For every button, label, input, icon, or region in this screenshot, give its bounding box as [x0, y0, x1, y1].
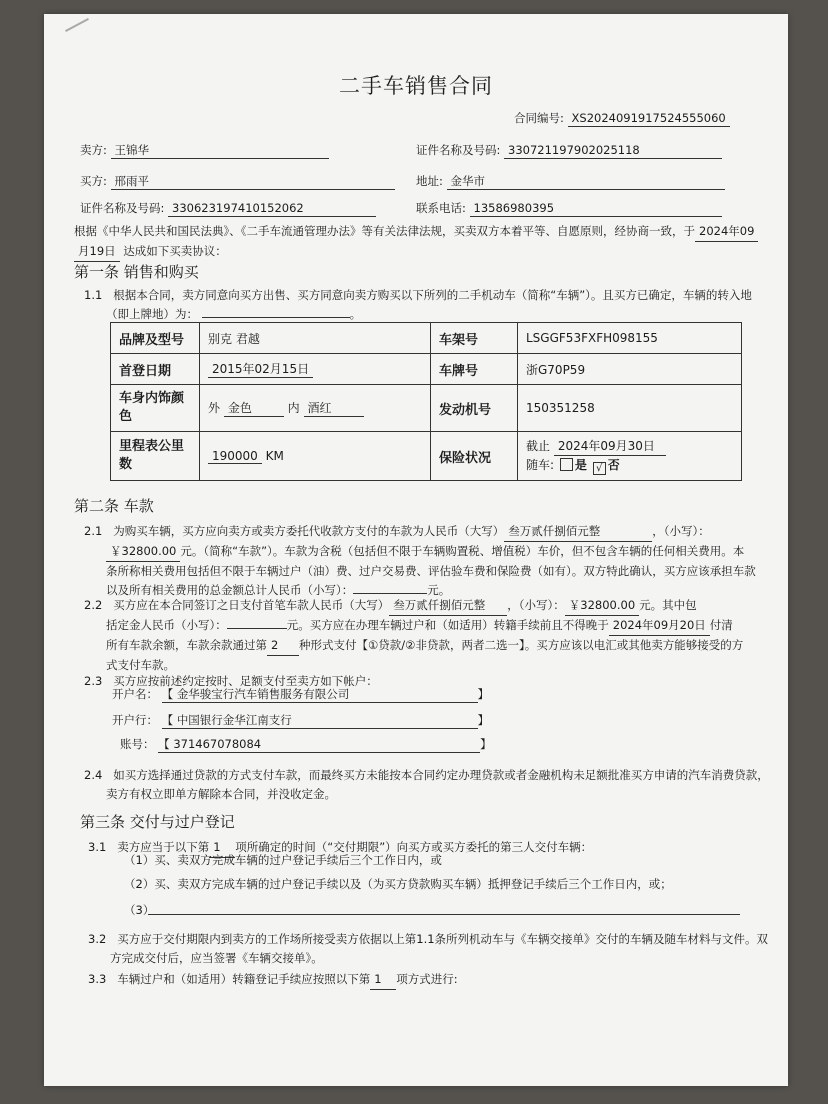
ins-yes-label: 是 [574, 458, 587, 472]
clause-3-2-num: 3.2 [88, 932, 107, 946]
deposit-blank [227, 616, 287, 629]
mileage-value: 190000 [208, 449, 262, 464]
color-cell [200, 385, 431, 432]
preamble-text: 根据《中华人民共和国民法典》、《二手车流通管理办法》等有关法律法规，买卖双方本着平等、自愿原则，经协商一致，于 [74, 224, 695, 238]
clause-3-3-b: 项方式进行: [396, 972, 458, 986]
ins-no-label: 否 [607, 458, 620, 472]
clause-2-2-l1a: 买方应在本合同签订之日支付首笔车款人民币（大写） [113, 598, 390, 612]
table-row [111, 385, 742, 432]
clause-3-1-num: 3.1 [88, 840, 107, 854]
table-row [111, 432, 742, 481]
clause-2-2-l3b: 种形式支付【①贷款/②非贷款，两者二选一】。买方应该以电汇或其他卖方能够接受的方 [299, 638, 744, 652]
engine-value: 150351258 [518, 385, 742, 432]
buyer-addr-label: 地址: [416, 174, 443, 188]
mileage-label-a: 里程表公里 [119, 439, 185, 454]
contract-no [514, 110, 730, 127]
bank-account-number: 账号： 【 371467078084 】 [120, 737, 492, 751]
ext-color: 金色 [224, 399, 284, 417]
insurance-label: 保险状况 [431, 432, 518, 481]
vehicle-table [110, 322, 742, 481]
contract-no-value: XS2024091917524555060 [568, 110, 730, 127]
insurance-cell [518, 432, 742, 481]
color-label-b: 色 [119, 409, 133, 424]
checkbox-yes[interactable] [560, 458, 573, 471]
clause-2-2-num: 2.2 [84, 598, 103, 612]
engine-label: 发动机号 [431, 385, 518, 432]
delivery-option-1: （1）买、卖双方完成车辆的过户登记手续后三个工作日内，或 [124, 853, 442, 867]
clause-3-3-item: 1 [370, 970, 396, 990]
clause-2-1-l3: 条所称相关费用包括但不限于车辆过户（油）费、过户交易费、评估验车费和保险费（如有）。双方特此确认，买方应该承担车款 [106, 564, 756, 578]
section-3-title: 第三条 交付与过户登记 [80, 813, 235, 831]
seller-name: 王锦华 [111, 142, 329, 159]
vin-value: LSGGF53FXFH098155 [518, 323, 742, 354]
option-3-blank [148, 914, 740, 915]
delivery-option-2: （2）买、卖双方完成车辆的过户登记手续以及（为买方贷款购买车辆）抵押登记手续后三个工作日内，或； [124, 877, 672, 891]
int-prefix: 内 [287, 401, 300, 415]
clause-3-3-a: 车辆过户和（如适用）转籍登记手续应按照以下第 [117, 972, 371, 986]
bank-branch-value: 中国银行金华江南支行 [176, 713, 292, 727]
clause-2-2-l1c: 元。其中包 [639, 598, 697, 612]
clause-2-4-num: 2.4 [84, 768, 103, 782]
clause-2-1-upper: 叁万贰仟捌佰元整 [504, 522, 652, 542]
clause-3-3-num: 3.3 [88, 972, 107, 986]
vin-label: 车架号 [431, 323, 518, 354]
reg-date-cell [200, 354, 431, 385]
bank-acct-value: 371467078084 [173, 737, 262, 751]
delivery-option-3: （3） [124, 903, 155, 917]
clause-2-2-l1b: ，（小写）： [507, 598, 565, 612]
staple [65, 18, 89, 32]
bank-branch-label: 开户行： [112, 713, 158, 727]
clause-2-4-l1: 如买方选择通过贷款的方式支付车款，而最终买方未能按本合同约定办理贷款或者金融机构未足额批准买方申请的汽车消费贷款， [113, 768, 769, 782]
transfer-place-blank [202, 305, 350, 318]
clause-2-2-l3a: 所有车款余额，车款余款通过第 [106, 638, 267, 652]
contract-no-label: 合同编号: [514, 111, 564, 125]
bank-branch: 开户行： 【 中国银行金华江南支行 】 [112, 713, 490, 727]
clause-3-2-l2: 方完成交付后，应当签署《车辆交接单》。 [110, 951, 323, 965]
seller-name-field [80, 142, 329, 159]
bank-acct-label: 账号： [120, 737, 155, 751]
brand-value: 别克 君越 [200, 323, 431, 354]
clause-1-1-text-b: （即上牌地）为： [106, 307, 198, 321]
clause-1-1: 1.1 根据本合同，卖方同意向买方出售、买方同意向卖方购买以下所列的二手机动车（简称“车辆”）。且买方已确定，车辆的转入地 （即上牌地）为： 。 [84, 288, 752, 321]
clause-3-2-l1: 买方应于交付期限内到卖方的工作场所接受卖方依据以上第1.1条所列机动车与《车辆交接单》交付的车辆及随车材料与文件。双 [117, 932, 769, 946]
preamble [74, 222, 764, 262]
int-color: 酒红 [304, 399, 364, 417]
buyer-name-field [80, 173, 395, 190]
clause-3-2 [88, 930, 778, 968]
ext-prefix: 外 [208, 401, 221, 415]
color-label-a: 车身内饰颜 [119, 391, 185, 406]
clause-2-1-lower: ￥32800.00 [106, 542, 180, 562]
clause-2-4-l2: 卖方有权立即单方解除本合同，并没收定金。 [106, 787, 336, 801]
buyer-id: 330623197410152062 [168, 200, 376, 217]
mileage-label [111, 432, 200, 481]
reg-date-value: 2015年02月15日 [208, 360, 313, 378]
mileage-label-b: 数 [119, 457, 133, 472]
seller-id: 330721197902025118 [504, 142, 722, 159]
seller-phone-field [416, 200, 722, 217]
preamble-date-a: 2024年09 [695, 222, 758, 242]
bank-account-name: 开户名： 【 金华骏宝行汽车销售服务有限公司 】 [112, 687, 490, 701]
brand-label: 品牌及型号 [111, 323, 200, 354]
mileage-unit: KM [265, 448, 284, 463]
clause-2-2-lower: ￥32800.00 [565, 596, 639, 616]
seller-phone-label: 联系电话: [416, 201, 466, 215]
clause-2-2-l2c: 付清 [709, 618, 733, 632]
plate-label: 车牌号 [431, 354, 518, 385]
color-label [111, 385, 200, 432]
clause-2-2-l4: 式支付车款。 [106, 658, 175, 672]
seller-id-label: 证件名称及号码: [416, 143, 501, 157]
clause-2-1-l4b: 元。 [427, 583, 451, 597]
clause-3-3 [88, 970, 778, 990]
clause-3-1-b: 项所确定的时间（“交付期限”）向买方或买方委托的第三人交付车辆： [235, 840, 593, 854]
clause-2-1-l2: 元。（简称“车款”）。车款为含税（包括但不限于车辆购置税、增值税）车价，但不包含车辆的任何相关费用。本 [180, 544, 745, 558]
clause-2-1-l1b: ，（小写）： [652, 524, 710, 538]
seller-phone: 13586980395 [470, 200, 722, 217]
buyer-name: 邢雨平 [111, 173, 395, 190]
clause-2-4 [84, 766, 774, 804]
clause-2-1 [84, 522, 774, 600]
ins-prefix: 截止 [526, 439, 551, 453]
section-1-title: 第一条 销售和购买 [74, 263, 199, 281]
buyer-addr-field [416, 173, 725, 190]
clause-3-1-a: 卖方应当于以下第 [117, 840, 210, 854]
section-2-title: 第二条 车款 [74, 497, 154, 515]
clause-2-2-way: 2 [267, 636, 299, 656]
clause-1-1-num: 1.1 [84, 288, 103, 302]
clause-2-2-upper: 叁万贰仟捌佰元整 [389, 596, 507, 616]
clause-2-2-l2a: 括定金人民币（小写）： [106, 618, 227, 632]
clause-2-2-l2b: 元。买方应在办理车辆过户和（如适用）转籍手续前且不得晚于 [286, 618, 609, 632]
clause-2-1-l4a: 以及所有相关费用的总金额总计人民币（小写）： [106, 583, 354, 597]
clause-3-1-item: 1 [209, 838, 235, 858]
clause-2-2 [84, 596, 774, 675]
ins-with: 随车: [526, 458, 555, 472]
buyer-addr: 金华市 [447, 173, 725, 190]
buyer-id-label: 证件名称及号码: [80, 201, 165, 215]
preamble-text2: 达成如下买卖协议： [123, 244, 227, 258]
clause-2-1-num: 2.1 [84, 524, 103, 538]
contract-page [44, 14, 788, 1086]
mileage-cell [200, 432, 431, 481]
table-row [111, 323, 742, 354]
total-blank [353, 581, 427, 594]
preamble-date-b: 月19日 [74, 242, 120, 262]
page-title: 二手车销售合同 [339, 74, 493, 98]
clause-2-2-date: 2024年09月20日 [609, 616, 710, 636]
bank-name-value: 金华骏宝行汽车销售服务有限公司 [176, 687, 350, 701]
buyer-label: 买方: [80, 174, 107, 188]
seller-id-field [416, 142, 722, 159]
seller-label: 卖方: [80, 143, 107, 157]
checkbox-no-checked[interactable]: √ [593, 462, 606, 475]
reg-date-label: 首登日期 [111, 354, 200, 385]
buyer-id-field [80, 200, 376, 217]
ins-date: 2024年09月30日 [554, 437, 666, 456]
table-row [111, 354, 742, 385]
bank-name-label: 开户名： [112, 687, 158, 701]
clause-1-1-text-a: 根据本合同，卖方同意向买方出售、买方同意向卖方购买以下所列的二手机动车（简称“车辆”）。且买方已确定，车辆的转入地 [113, 288, 752, 302]
plate-value: 浙G70P59 [518, 354, 742, 385]
clause-2-3-intro: 买方应按前述约定按时、足额支付至卖方如下帐户： [113, 674, 378, 688]
clause-2-3-num: 2.3 [84, 674, 103, 688]
clause-2-1-l1a: 为购买车辆，买方应向卖方或卖方委托代收款方支付的车款为人民币（大写） [113, 524, 505, 538]
